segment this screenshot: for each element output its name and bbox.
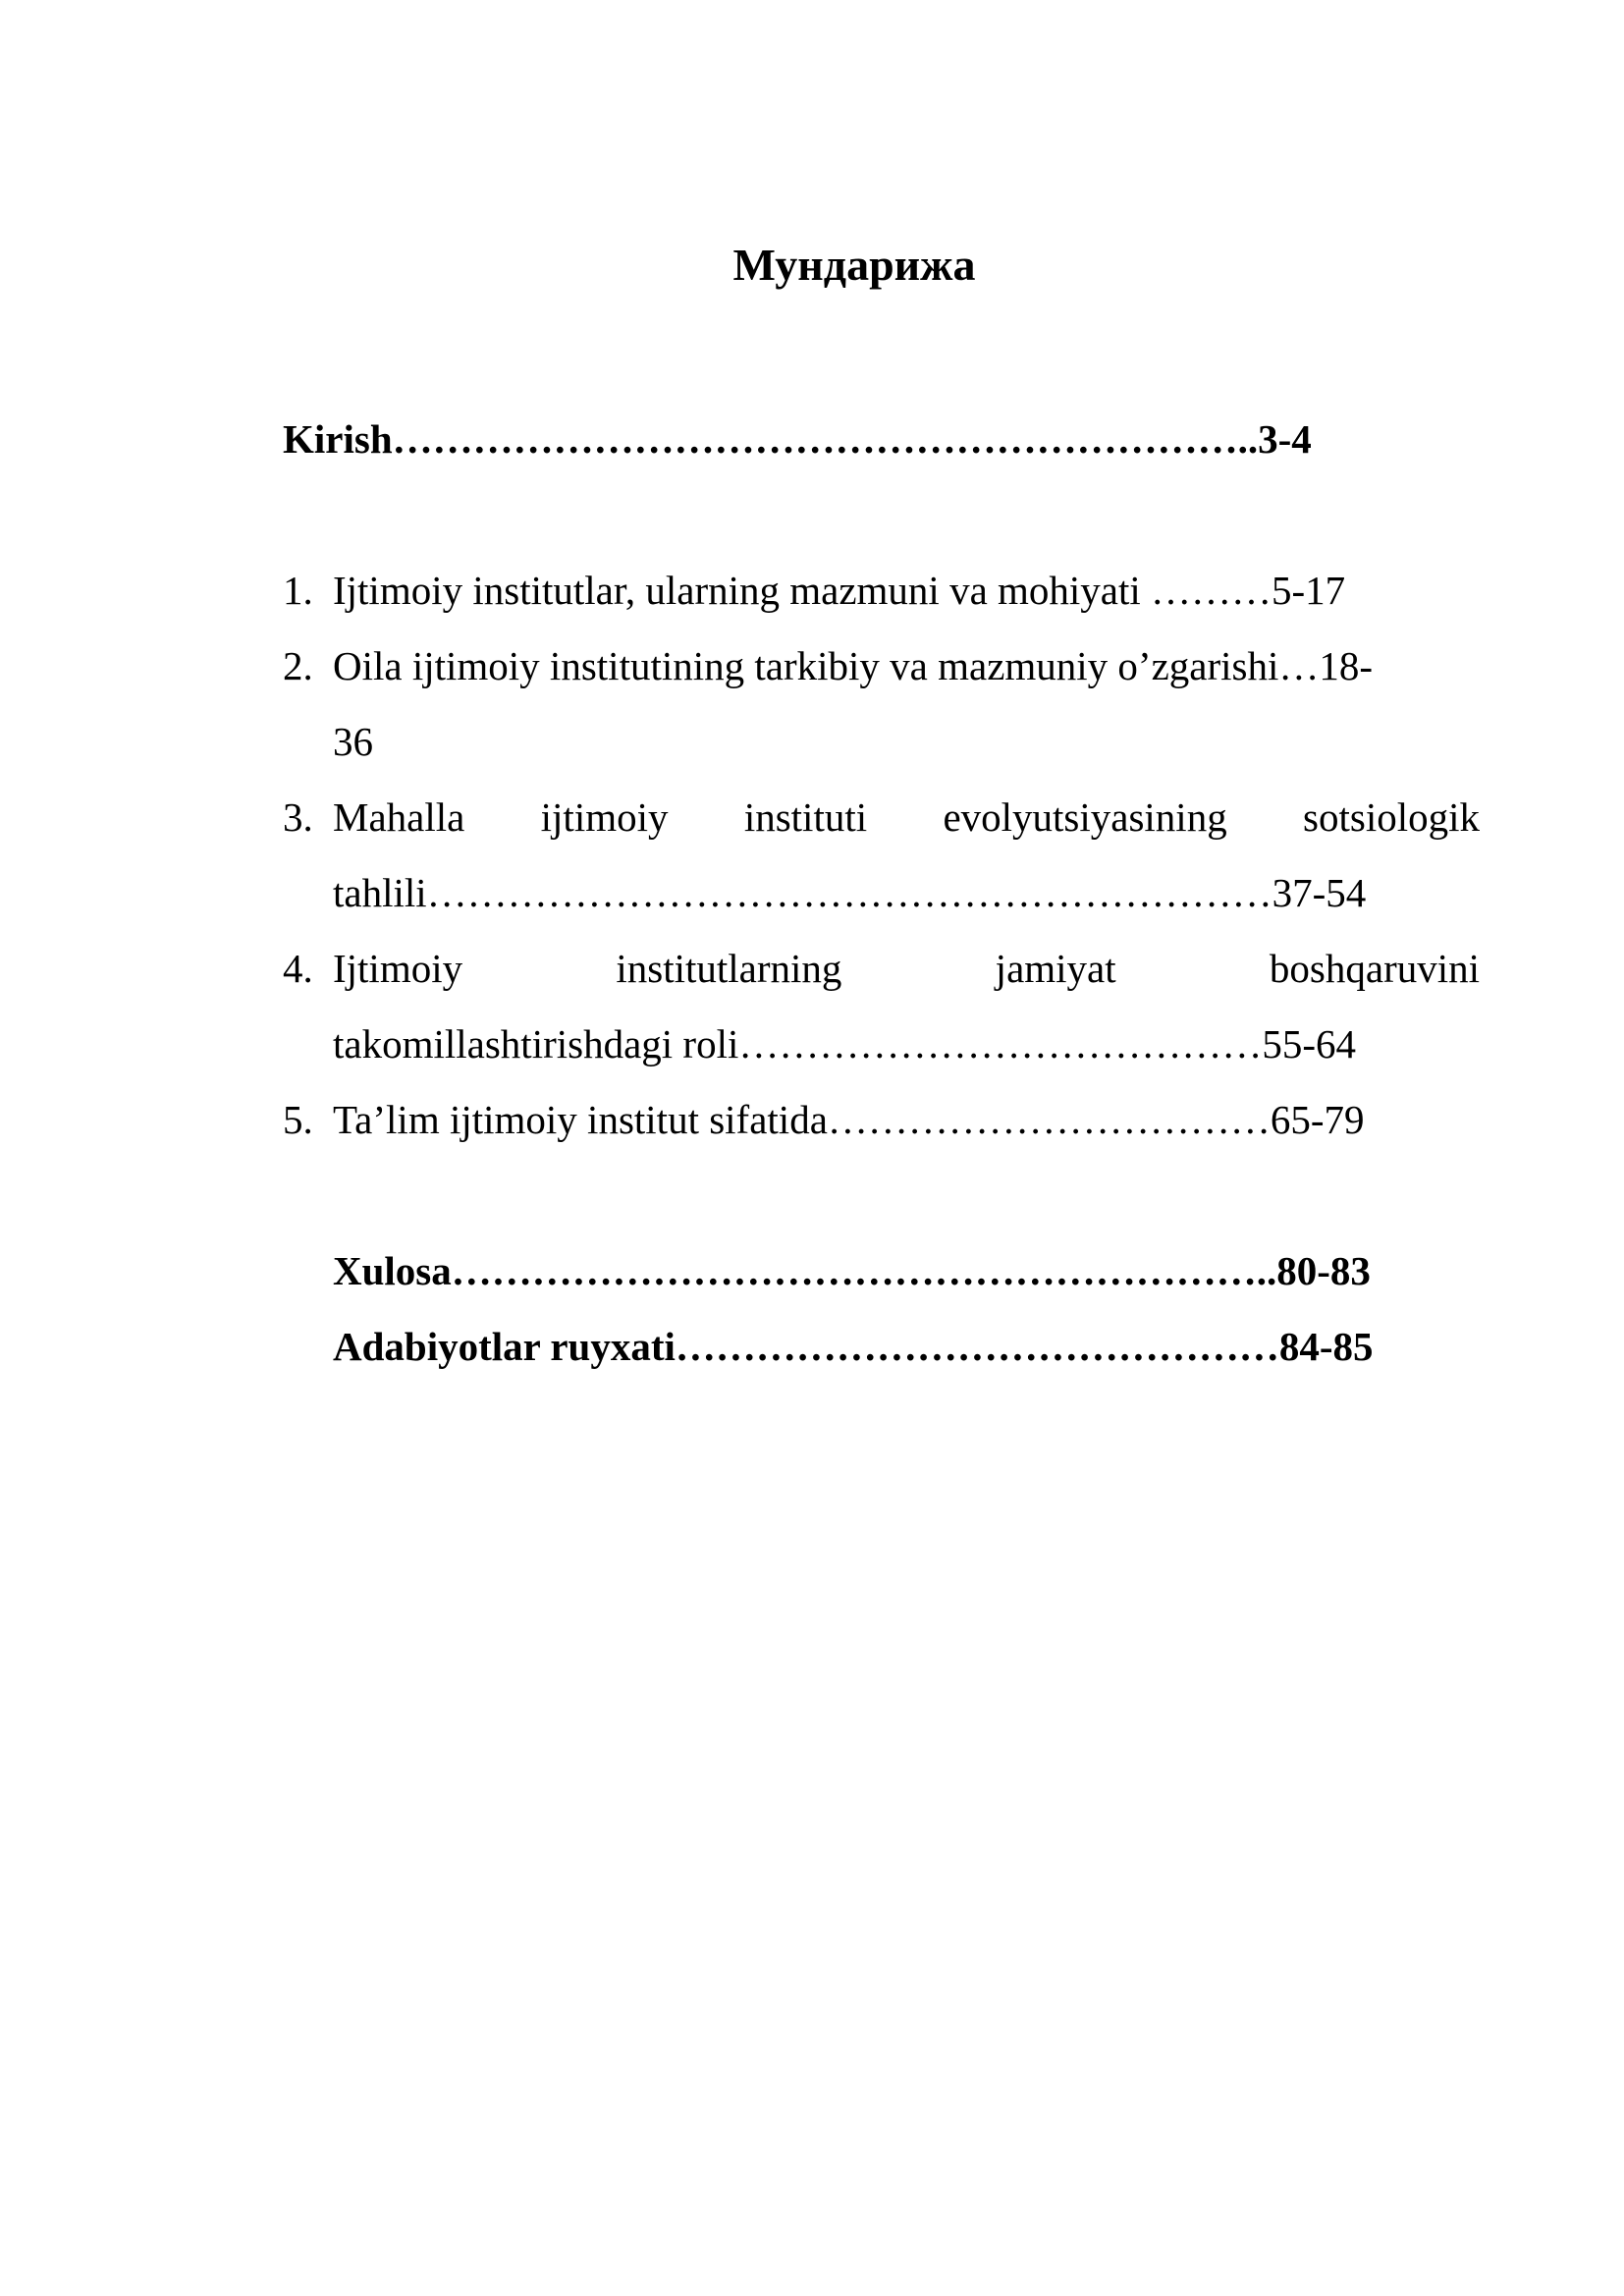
toc-page-range: 80-83: [1276, 1248, 1371, 1293]
toc-item-number: 1.: [283, 568, 313, 613]
toc-entry-label: Kirish: [283, 416, 393, 462]
toc-page-range: 3-4: [1258, 416, 1312, 462]
toc-item-3-line-1: Mahalla ijtimoiy instituti evolyutsiyasining sotsiologik: [333, 794, 1480, 840]
toc-item-2-line-2: 36: [333, 719, 373, 764]
toc-item-4-line-2: takomillashtirishdagi roli…………………………………55-64: [333, 1021, 1357, 1066]
toc-item-number: 3.: [283, 794, 313, 840]
toc-entry-conclusion: [333, 1243, 1371, 1298]
page-title: Мундарижа: [732, 240, 976, 290]
toc-item-number: 2.: [283, 643, 313, 688]
toc-entry-references: [333, 1319, 1374, 1374]
toc-page-range: 84-85: [1278, 1324, 1374, 1369]
toc-leader-dots: ………………………………………: [675, 1324, 1279, 1369]
toc-item-1-line-1: Ijtimoiy institutlar, ularning mazmuni va mohiyati ………5-17: [333, 568, 1346, 613]
toc-item-5-line-1: Ta’lim ijtimoiy institut sifatida……………………………65-79: [333, 1097, 1365, 1142]
toc-leader-dots: ………………………………………………………..: [392, 416, 1259, 462]
toc-item-4-line-1: Ijtimoiy institutlarning jamiyat boshqaruvini: [333, 946, 1480, 991]
toc-entry-label: Xulosa: [333, 1248, 452, 1293]
toc-item-3-line-2: tahlili………………………………………………………37-54: [333, 870, 1367, 915]
toc-entry-intro: [283, 411, 1312, 466]
toc-entry-label: Adabiyotlar ruyxati: [333, 1324, 676, 1369]
toc-item-2-line-1: Oila ijtimoiy institutining tarkibiy va mazmuniy o’zgarishi…18-: [333, 643, 1374, 688]
toc-item-number: 4.: [283, 946, 313, 991]
toc-item-number: 5.: [283, 1097, 313, 1142]
toc-leader-dots: ……………………………………………………..: [451, 1248, 1277, 1293]
